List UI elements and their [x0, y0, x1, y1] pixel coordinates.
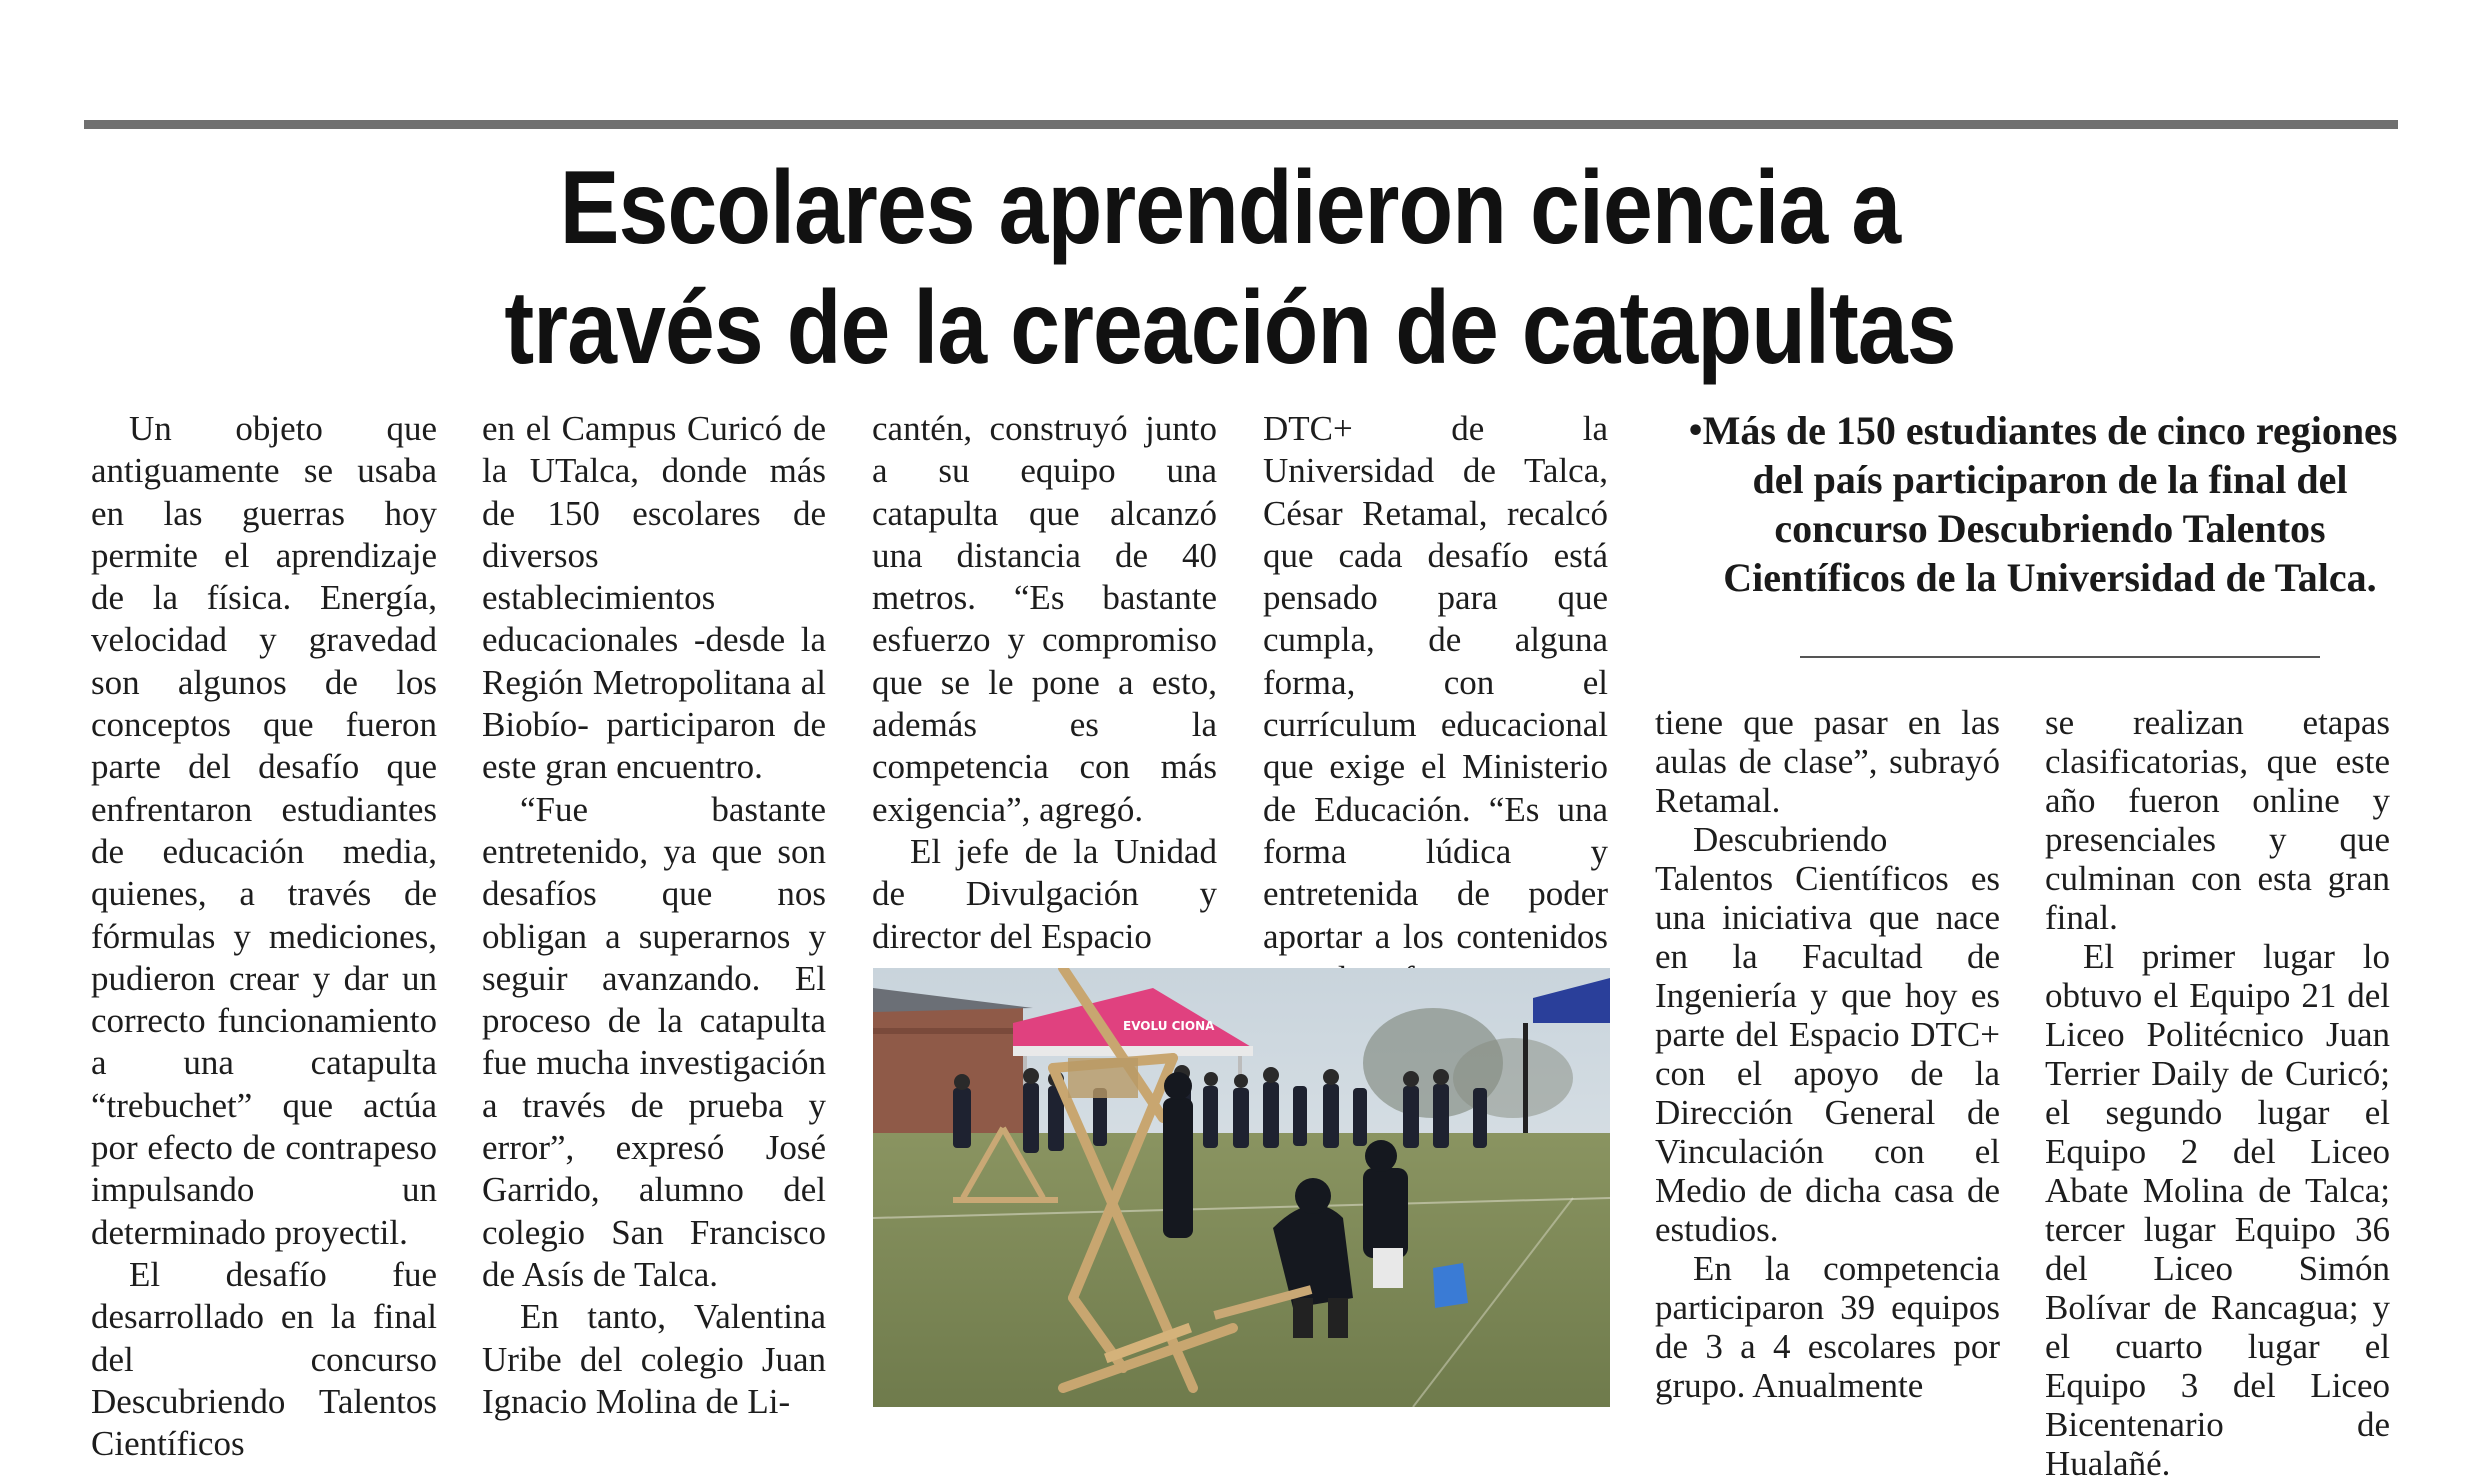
article-paragraph: El primer lugar lo obtuvo el Equipo 21 del Liceo Politécnico Juan Terrier Daily de Curicó; el segundo lugar el Equipo 2 del Liceo Abate Molina de Talca; tercer lugar Equipo 36 del Liceo Simón Bolívar de Rancagua; y el cuarto lugar el Equipo 3 del Liceo Bicentenario de Hualañé. [2045, 937, 2390, 1483]
article-paragraph: cantén, construyó junto a su equipo una catapulta que alcanzó una distancia de 40 metros. “Es bastante esfuerzo y compromiso que se le pone a esto, además es la competencia con más exigencia”, agregó. [872, 409, 1217, 829]
article-photo [873, 968, 1610, 1407]
article-column-4 [1263, 408, 1608, 968]
tent-label: EVOLU CIONA [1123, 1019, 1215, 1033]
article-paragraph: se realizan etapas clasificatorias, que este año fueron online y presenciales y que culminan con esta gran final. [2045, 703, 2390, 937]
highlight-divider [1800, 656, 2320, 658]
article-paragraph: DTC+ de la Universidad de Talca, César Retamal, recalcó que cada desafío está pensado para que cumpla, de alguna forma, con el currículum educacional que exige el Ministerio de Educación. “Es una forma lúdica y entretenida de poder aportar a los contenidos [1263, 409, 1608, 956]
article-paragraph: El desafío fue desarrollado en la final del concurso Descubriendo Talentos Científicos [91, 1254, 437, 1464]
article-paragraph: tiene que pasar en las aulas de clase”, subrayó Retamal. [1655, 703, 2000, 820]
article-column-5 [1655, 703, 2000, 1423]
article-column-2 [482, 408, 826, 1421]
article-paragraph: Un objeto que antiguamente se usaba en las guerras hoy permite el aprendizaje de la física. Energía, velocidad y gravedad son algunos de los conceptos que fueron parte del desafío que enfrentaron estudiantes de educación media, quienes, a través de fórmulas y mediciones, pudieron crear y dar un correcto funcionamiento a una catapulta “trebuchet” que actúa por efecto de contrapeso impulsando un determinado proyectil. [91, 409, 437, 1252]
top-rule [84, 120, 2398, 129]
highlight-text: Más de 150 estudiantes de cinco regiones del país participaron de la final del concurso Descubriendo Talentos Científicos de la Universidad de Talca. [1702, 408, 2398, 600]
article-column-6 [2045, 703, 2390, 1483]
headline [430, 148, 2030, 388]
article-column-1 [91, 408, 437, 1464]
headline-line-1: Escolares aprendieron ciencia a [559, 150, 1901, 266]
bullet-icon: • [1686, 414, 1706, 449]
article-paragraph: En tanto, Valentina Uribe del colegio Juan Ignacio Molina de Li- [482, 1297, 826, 1421]
article-paragraph: “Fue bastante entretenido, ya que son desafíos que nos obligan a superarnos y seguir avanzando. El proceso de la catapulta fue mucha investigación a través de prueba y error”, expresó José Garrido, alumno del colegio San Francisco de Asís de Talca. [482, 789, 826, 1294]
headline-line-2: través de la creación de catapultas [504, 270, 1956, 386]
article-paragraph: El jefe de la Unidad de Divulgación y director del Espacio [872, 831, 1217, 956]
article-paragraph: en el Campus Curicó de la UTalca, donde más de 150 escolares de diversos establecimientos educacionales -desde la Región Metropolitana al Biobío- participaron de este gran encuentro. [482, 409, 826, 787]
article-paragraph: Descubriendo Talentos Científicos es una iniciativa que nace en la Facultad de Ingeniería y que hoy es parte del Espacio DTC+ con el apoyo de la Dirección General de Vinculación con el Medio de dicha casa de estudios. [1655, 820, 2000, 1249]
highlight-box [1680, 406, 2400, 602]
article-column-3 [872, 408, 1217, 968]
article-paragraph: En la competencia participaron 39 equipos de 3 a 4 escolares por grupo. Anualmente [1655, 1249, 2000, 1405]
